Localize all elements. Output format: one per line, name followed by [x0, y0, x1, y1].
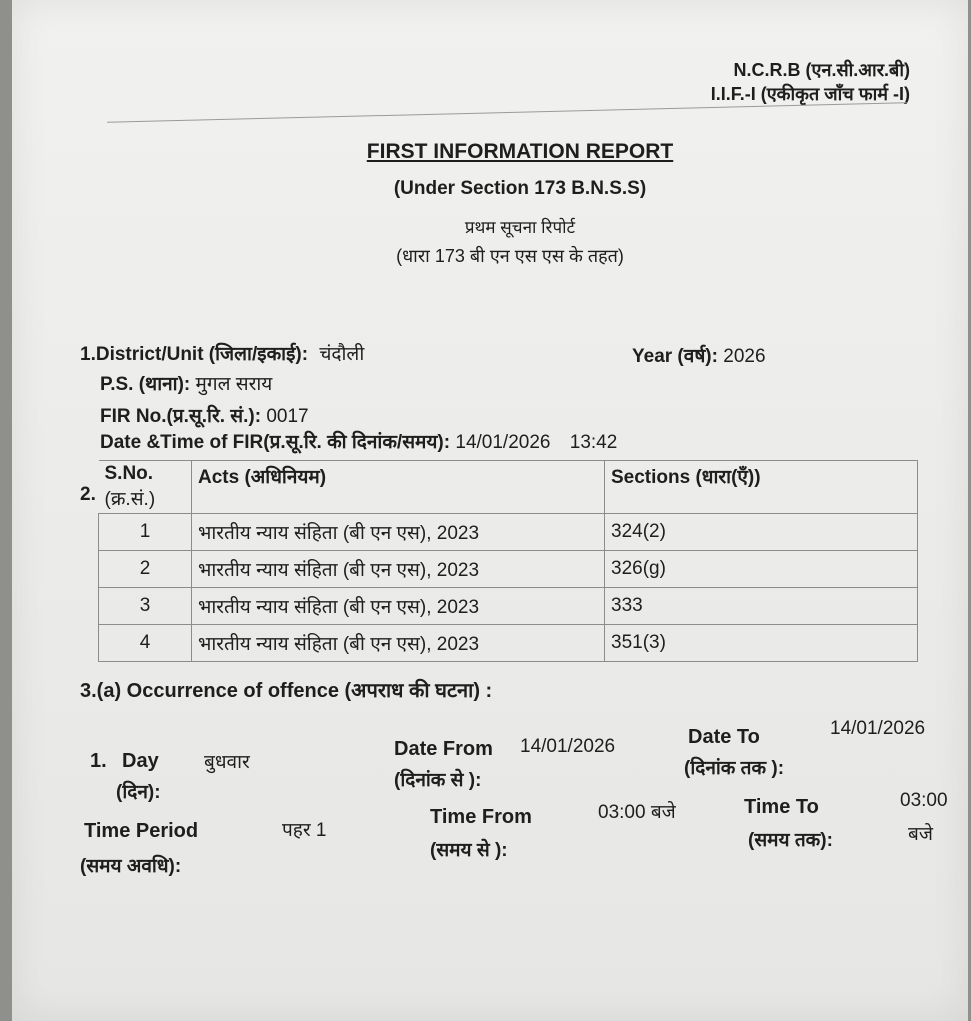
report-title: FIRST INFORMATION REPORT [366, 140, 674, 163]
district-row [80, 340, 364, 366]
report-section-hindi: (धारा 173 बी एन एस एस के तहत) [396, 246, 624, 266]
fir-row [100, 402, 309, 428]
header-rule [107, 102, 907, 123]
time-to-hindi: (समय तक): [748, 830, 833, 851]
date-from-label: Date From [394, 738, 493, 760]
sno-header-hindi: (क्र.सं.) [104, 489, 156, 510]
iif-header: I.I.F.-I (एकीकृत जाँच फार्म -I) [710, 84, 910, 104]
table-row [99, 551, 918, 588]
day-number: 1. [90, 750, 107, 772]
section1-number: 1. [80, 344, 96, 365]
section2-number: 2. [80, 484, 96, 505]
time-period-label: Time Period [84, 820, 199, 842]
ncrb-header: N.C.R.B (एन.सी.आर.बी) [733, 60, 910, 80]
sno-header-label: S.No. [104, 463, 154, 484]
fir-label: FIR No.(प्र.सू.रि. सं.): [100, 406, 262, 427]
row-act: भारतीय न्याय संहिता (बी एन एस), 2023 [192, 551, 605, 588]
day-label: Day [122, 750, 159, 772]
row-section: 324(2) [605, 514, 918, 551]
date-to-hindi: (दिनांक तक ): [684, 758, 785, 779]
time-to-label: Time To [744, 796, 819, 818]
ps-value: मुगल सराय [195, 374, 273, 395]
fir-document [12, 0, 968, 1021]
date-from-hindi: (दिनांक से ): [394, 770, 482, 791]
row-sno: 3 [99, 588, 192, 625]
row-sno: 4 [99, 625, 192, 662]
date-to-value: 14/01/2026 [830, 718, 926, 739]
fir-date-value: 14/01/2026 [455, 432, 551, 453]
day-label-hindi: (दिन): [116, 782, 161, 803]
row-section: 326(g) [605, 551, 918, 588]
ps-label: P.S. (थाना): [100, 374, 191, 395]
row-section: 351(3) [605, 625, 918, 662]
time-to-unit: बजे [908, 824, 933, 845]
datetime-row [100, 428, 617, 454]
row-sno: 2 [99, 551, 192, 588]
year-label: Year (वर्ष): [632, 346, 718, 367]
district-label: District/Unit (जिला/इकाई): [95, 344, 309, 365]
acts-header: Acts (अधिनियम) [192, 461, 605, 514]
occurrence-heading: 3.(a) Occurrence of offence (अपराध की घटना) : [80, 680, 493, 702]
table-row [99, 588, 918, 625]
year-row [632, 342, 766, 368]
time-from-value: 03:00 बजे [598, 802, 676, 823]
district-value: चंदौली [319, 344, 365, 365]
time-period-value: पहर 1 [282, 820, 327, 841]
ps-row [100, 370, 272, 396]
time-from-label: Time From [430, 806, 532, 828]
sections-header: Sections (धारा(एँ)) [605, 461, 918, 514]
fir-value: 0017 [266, 406, 309, 427]
acts-table [98, 460, 918, 662]
date-to-label: Date To [688, 726, 760, 748]
row-act: भारतीय न्याय संहिता (बी एन एस), 2023 [192, 625, 605, 662]
day-value: बुधवार [204, 752, 250, 773]
report-title-hindi: प्रथम सूचना रिपोर्ट [464, 218, 576, 237]
row-section: 333 [605, 588, 918, 625]
table-row [99, 514, 918, 551]
fir-time-value: 13:42 [569, 432, 618, 453]
time-period-hindi: (समय अवधि): [80, 856, 182, 877]
row-act: भारतीय न्याय संहिता (बी एन एस), 2023 [192, 514, 605, 551]
sno-header [99, 461, 192, 514]
table-row [99, 625, 918, 662]
report-section: (Under Section 173 B.N.S.S) [393, 178, 647, 199]
time-from-hindi: (समय से ): [430, 840, 508, 861]
year-value: 2026 [723, 346, 766, 367]
row-sno: 1 [99, 514, 192, 551]
time-to-value: 03:00 [900, 790, 948, 811]
datetime-label: Date &Time of FIR(प्र.सू.रि. की दिनांक/समय): [100, 432, 451, 453]
acts-table-header [99, 461, 918, 514]
date-from-value: 14/01/2026 [520, 736, 616, 757]
row-act: भारतीय न्याय संहिता (बी एन एस), 2023 [192, 588, 605, 625]
